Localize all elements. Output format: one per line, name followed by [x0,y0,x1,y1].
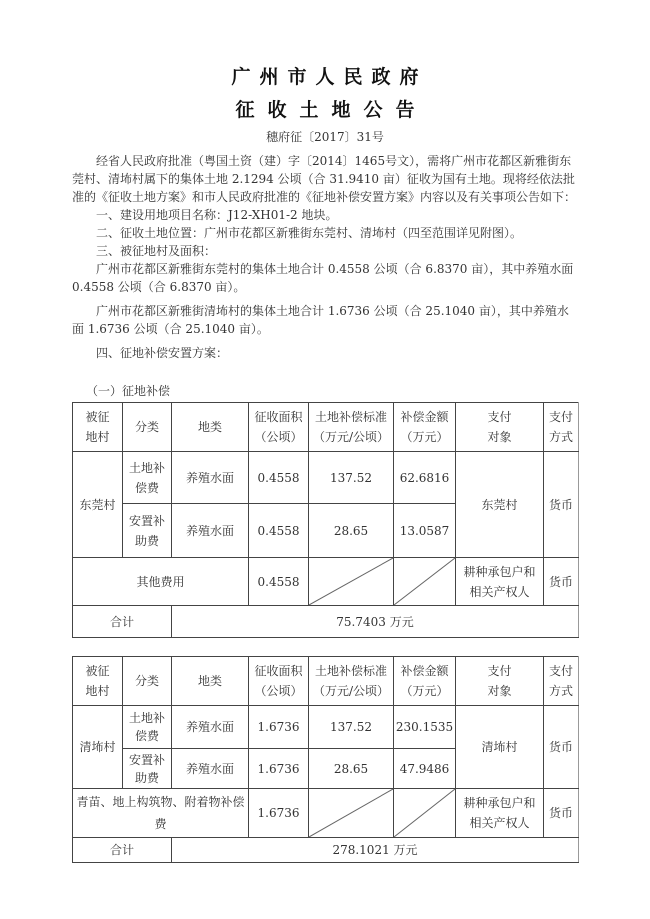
villages-area-item: 三、被征地村及面积： [96,244,217,258]
notice-title: 征收土地公告 [235,99,428,121]
compensation-plan-item: 四、征地补偿安置方案： [96,346,229,360]
other-fees-row [73,789,579,838]
notice-body [72,152,578,362]
header-village: 被征 地村 [73,403,123,452]
header-land-type: 地类 [172,657,249,706]
payee-cell: 耕种承包户和 相关产权人 [456,558,544,606]
method-cell: 货币 [544,558,579,606]
area-cell: 1.6736 [249,706,309,749]
village1-area-text: 广州市花都区新雅街东莞村的集体土地合计 0.4558 公顷（合 6.8370 亩），其中养殖水面 0.4558 公顷（合 6.8370 亩）。 [72,262,574,294]
method-cell: 货币 [544,789,579,838]
total-row [73,838,579,863]
header-standard: 土地补偿标准 （万元/公顷） [309,657,394,706]
area-cell: 0.4558 [249,558,309,606]
header-method: 支付 方式 [544,403,579,452]
payee-cell: 清㘵村 [456,706,544,789]
empty-diagonal-cell [309,558,394,606]
subsection-title: （一）征地补偿 [86,384,171,398]
amount-cell: 230.1535 [394,706,456,749]
village2-area-text: 广州市花都区新雅街清㘵村的集体土地合计 1.6736 公顷（合 25.1040 亩），其中养殖水面 1.6736 公顷（合 25.1040 亩）。 [72,304,569,336]
table-row [73,706,579,749]
compensation-table-dongguan [72,402,579,638]
table-header-row [73,403,579,452]
project-name-item: 一、建设用地项目名称：J12-XH01-2 地块。 [96,208,338,222]
header-payee: 支付 对象 [456,657,544,706]
table-row [73,452,579,504]
document-number: 穗府征〔2017〕31号 [266,130,384,144]
village-cell: 清㘵村 [73,706,123,789]
intro-paragraph: 经省人民政府批准（粤国土资（建）字〔2014〕1465号文），需将广州市花都区新雅街东莞村、清㘵村属下的集体土地 2.1294 公顷（合 31.9410 亩）征收为国有土地。现将经依法批准的《征收土地方案》和市人民政府批准的《征地补偿安置方案》内容以及有关事项公告如下： [72,154,577,204]
total-value: 278.1021 万元 [172,838,579,863]
standard-cell: 28.65 [309,749,394,789]
land-type-cell: 养殖水面 [172,452,249,504]
category-cell: 安置补 助费 [123,749,172,789]
category-cell: 土地补 偿费 [123,452,172,504]
total-row [73,606,579,638]
header-method: 支付 方式 [544,657,579,706]
amount-cell: 47.9486 [394,749,456,789]
land-type-cell: 养殖水面 [172,706,249,749]
method-cell: 货币 [544,706,579,789]
standard-cell: 137.52 [309,452,394,504]
category-cell: 土地补 偿费 [123,706,172,749]
land-type-cell: 养殖水面 [172,504,249,558]
total-label: 合计 [73,606,172,638]
amount-cell: 13.0587 [394,504,456,558]
land-location-item: 二、征收土地位置：广州市花都区新雅街东莞村、清㘵村（四至范围详见附图）。 [96,226,523,240]
method-cell: 货币 [544,452,579,558]
area-cell: 0.4558 [249,452,309,504]
other-fees-label: 青苗、地上构筑物、附着物补偿 费 [73,789,249,838]
total-value: 75.7403 万元 [172,606,579,638]
category-cell: 安置补 助费 [123,504,172,558]
header-payee: 支付 对象 [456,403,544,452]
header-amount: 补偿金额 （万元） [394,657,456,706]
payee-cell: 东莞村 [456,452,544,558]
empty-diagonal-cell [394,558,456,606]
header-category: 分类 [123,403,172,452]
total-label: 合计 [73,838,172,863]
compensation-table-qingpu [72,656,579,863]
header-category: 分类 [123,657,172,706]
standard-cell: 28.65 [309,504,394,558]
header-land-type: 地类 [172,403,249,452]
other-fees-label: 其他费用 [73,558,249,606]
empty-diagonal-cell [394,789,456,838]
other-fees-row [73,558,579,606]
standard-cell: 137.52 [309,706,394,749]
amount-cell: 62.6816 [394,452,456,504]
issuer-title: 广州市人民政府 [231,66,428,88]
area-cell: 1.6736 [249,789,309,838]
land-type-cell: 养殖水面 [172,749,249,789]
empty-diagonal-cell [309,789,394,838]
area-cell: 0.4558 [249,504,309,558]
table-header-row [73,657,579,706]
payee-cell: 耕种承包户和 相关产权人 [456,789,544,838]
header-village: 被征 地村 [73,657,123,706]
village-cell: 东莞村 [73,452,123,558]
header-area: 征收面积 （公顷） [249,403,309,452]
header-amount: 补偿金额 （万元） [394,403,456,452]
area-cell: 1.6736 [249,749,309,789]
header-standard: 土地补偿标准 （万元/公顷） [309,403,394,452]
header-area: 征收面积 （公顷） [249,657,309,706]
